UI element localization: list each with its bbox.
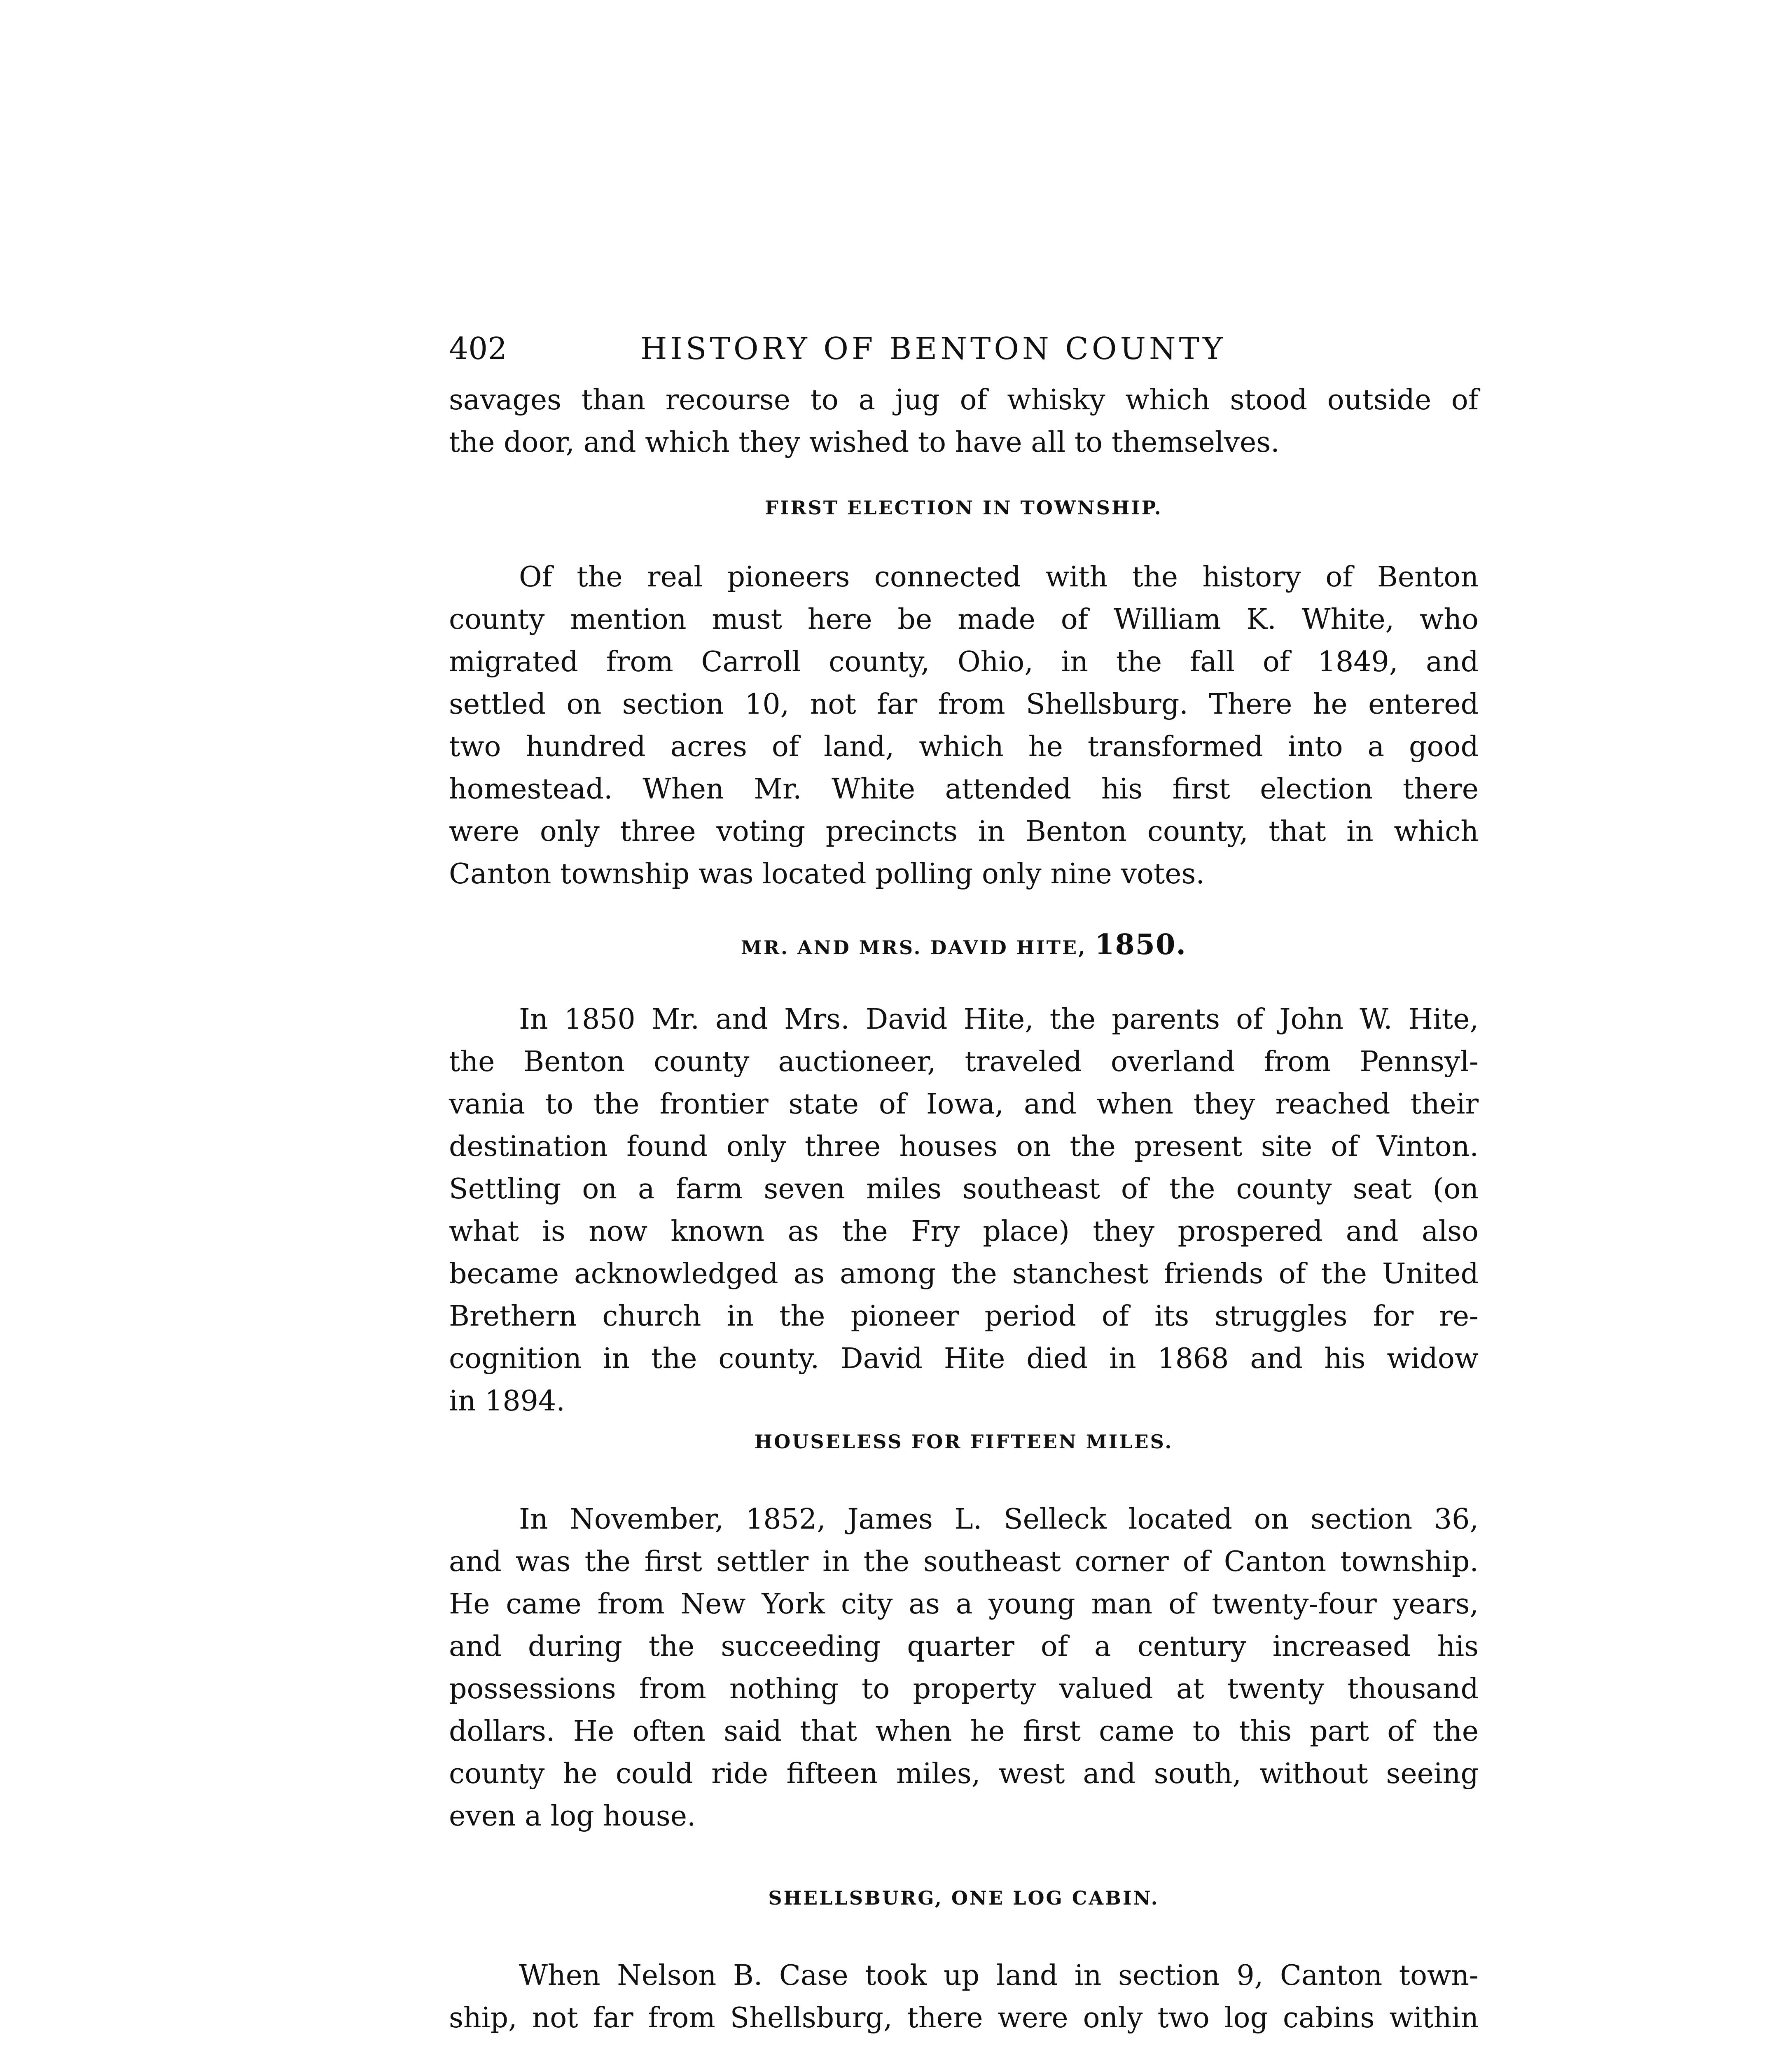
text-line: In November, 1852, James L. Selleck located on section 36, bbox=[519, 1503, 1479, 1536]
text-line: county mention must here be made of William K. White, who bbox=[449, 603, 1479, 636]
text-line: even a log house. bbox=[449, 1800, 696, 1833]
text-line: two hundred acres of land, which he transformed into a good bbox=[449, 731, 1479, 763]
text-line: Canton township was located polling only nine votes. bbox=[449, 858, 1205, 890]
book-page bbox=[449, 331, 1479, 2039]
text-line: possessions from nothing to property valued at twenty thousand bbox=[449, 1673, 1479, 1705]
section-heading-david-hite bbox=[449, 928, 1479, 961]
text-line: dollars. He often said that when he first came to this part of the bbox=[449, 1715, 1479, 1748]
text-line: migrated from Carroll county, Ohio, in the fall of 1849, and bbox=[449, 646, 1479, 678]
running-header bbox=[449, 331, 1479, 379]
section-heading-shellsburg: SHELLSBURG, ONE LOG CABIN. bbox=[768, 1887, 1159, 1909]
text-line: Settling on a farm seven miles southeast of the county seat (on bbox=[449, 1173, 1479, 1205]
section-heading-houseless: HOUSELESS FOR FIFTEEN MILES. bbox=[754, 1431, 1173, 1453]
text-line: in 1894. bbox=[449, 1385, 565, 1417]
text-line: ship, not far from Shellsburg, there were only two log cabins within bbox=[449, 2002, 1479, 2034]
text-line: became acknowledged as among the stanchest friends of the United bbox=[449, 1258, 1479, 1290]
text-line: and during the succeeding quarter of a century increased his bbox=[449, 1630, 1479, 1663]
text-line: the door, and which they wished to have all to themselves. bbox=[449, 426, 1280, 459]
text-line: county he could ride fifteen miles, west and south, without seeing bbox=[449, 1758, 1479, 1790]
text-line: were only three voting precincts in Benton county, that in which bbox=[449, 815, 1479, 848]
text-line: and was the first settler in the southeast corner of Canton township. bbox=[449, 1545, 1479, 1578]
text-line: cognition in the county. David Hite died in 1868 and his widow bbox=[449, 1342, 1479, 1375]
text-line: vania to the frontier state of Iowa, and when they reached their bbox=[449, 1088, 1479, 1121]
section-paragraph-first-election bbox=[449, 556, 1479, 895]
text-line: the Benton county auctioneer, traveled overland from Pennsyl- bbox=[449, 1046, 1479, 1078]
text-line: what is now known as the Fry place) they prospered and also bbox=[449, 1215, 1479, 1248]
text-line: When Nelson B. Case took up land in section 9, Canton town- bbox=[519, 1959, 1479, 1992]
section-heading-year: 1850. bbox=[1095, 928, 1187, 961]
text-line: Brethern church in the pioneer period of its struggles for re- bbox=[449, 1300, 1479, 1333]
section-heading-text: MR. AND MRS. DAVID HITE, bbox=[741, 936, 1087, 959]
section-paragraph-houseless bbox=[449, 1498, 1479, 1837]
page-number: 402 bbox=[449, 331, 507, 367]
text-line: settled on section 10, not far from Shellsburg. There he entered bbox=[449, 688, 1479, 721]
section-paragraph-shellsburg bbox=[449, 1954, 1479, 2039]
text-line: destination found only three houses on the present site of Vinton. bbox=[449, 1130, 1479, 1163]
section-heading-first-election: FIRST ELECTION IN TOWNSHIP. bbox=[765, 497, 1163, 519]
opening-paragraph bbox=[449, 379, 1479, 464]
running-title: HISTORY OF BENTON COUNTY bbox=[640, 331, 1226, 367]
text-line: homestead. When Mr. White attended his first election there bbox=[449, 773, 1479, 805]
text-line: He came from New York city as a young man of twenty-four years, bbox=[449, 1588, 1479, 1620]
text-line: In 1850 Mr. and Mrs. David Hite, the parents of John W. Hite, bbox=[519, 1003, 1479, 1036]
text-line: savages than recourse to a jug of whisky which stood outside of bbox=[449, 384, 1479, 416]
section-paragraph-david-hite bbox=[449, 998, 1479, 1422]
text-line: Of the real pioneers connected with the history of Benton bbox=[519, 561, 1479, 593]
